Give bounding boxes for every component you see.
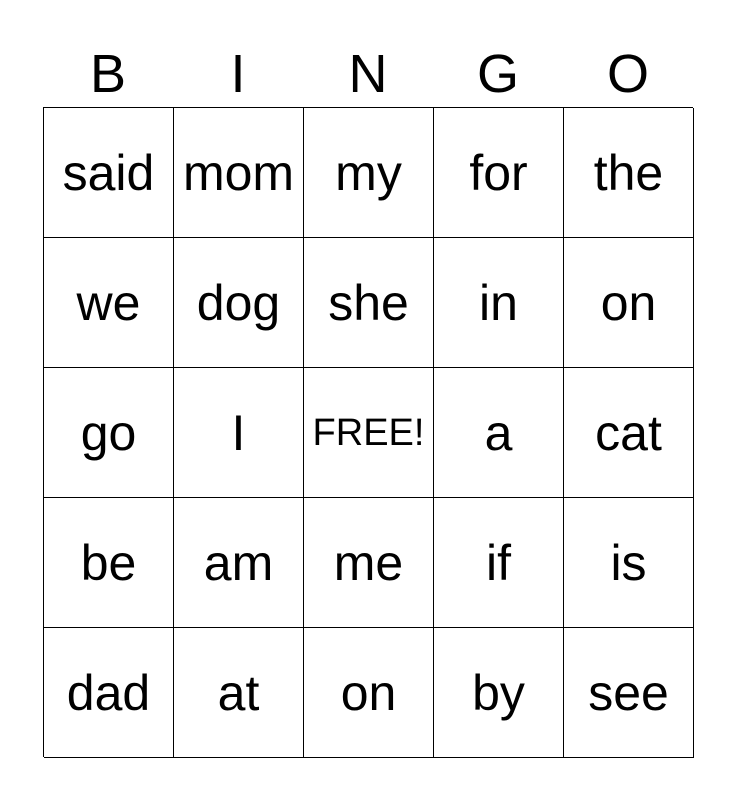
header-letter-o: O — [606, 44, 649, 104]
bingo-cell[interactable]: is — [564, 498, 694, 628]
bingo-cell[interactable]: she — [304, 238, 434, 368]
bingo-cell[interactable]: for — [434, 108, 564, 238]
bingo-cell[interactable]: my — [304, 108, 434, 238]
header-letter-b: B — [89, 44, 127, 104]
bingo-cell[interactable]: mom — [174, 108, 304, 238]
header-letter-n: N — [348, 44, 388, 104]
bingo-cell[interactable]: in — [434, 238, 564, 368]
bingo-cell[interactable]: dad — [44, 628, 174, 758]
bingo-cell[interactable]: if — [434, 498, 564, 628]
bingo-cell[interactable]: be — [44, 498, 174, 628]
bingo-cell[interactable]: me — [304, 498, 434, 628]
bingo-cell[interactable]: on — [564, 238, 694, 368]
bingo-cell[interactable]: by — [434, 628, 564, 758]
bingo-header — [43, 40, 693, 108]
header-letter-g: G — [476, 44, 519, 104]
bingo-cell[interactable]: at — [174, 628, 304, 758]
bingo-cell[interactable]: we — [44, 238, 174, 368]
bingo-cell[interactable]: the — [564, 108, 694, 238]
bingo-cell[interactable]: see — [564, 628, 694, 758]
bingo-cell[interactable]: am — [174, 498, 304, 628]
bingo-cell[interactable]: dog — [174, 238, 304, 368]
bingo-cell[interactable]: cat — [564, 368, 694, 498]
header-letter-i: I — [230, 44, 246, 104]
free-space-cell[interactable]: FREE! — [304, 368, 434, 498]
bingo-cell[interactable]: a — [434, 368, 564, 498]
bingo-cell[interactable]: I — [174, 368, 304, 498]
bingo-cell[interactable]: on — [304, 628, 434, 758]
bingo-cell[interactable]: said — [44, 108, 174, 238]
bingo-cell[interactable]: go — [44, 368, 174, 498]
bingo-board — [43, 107, 693, 757]
